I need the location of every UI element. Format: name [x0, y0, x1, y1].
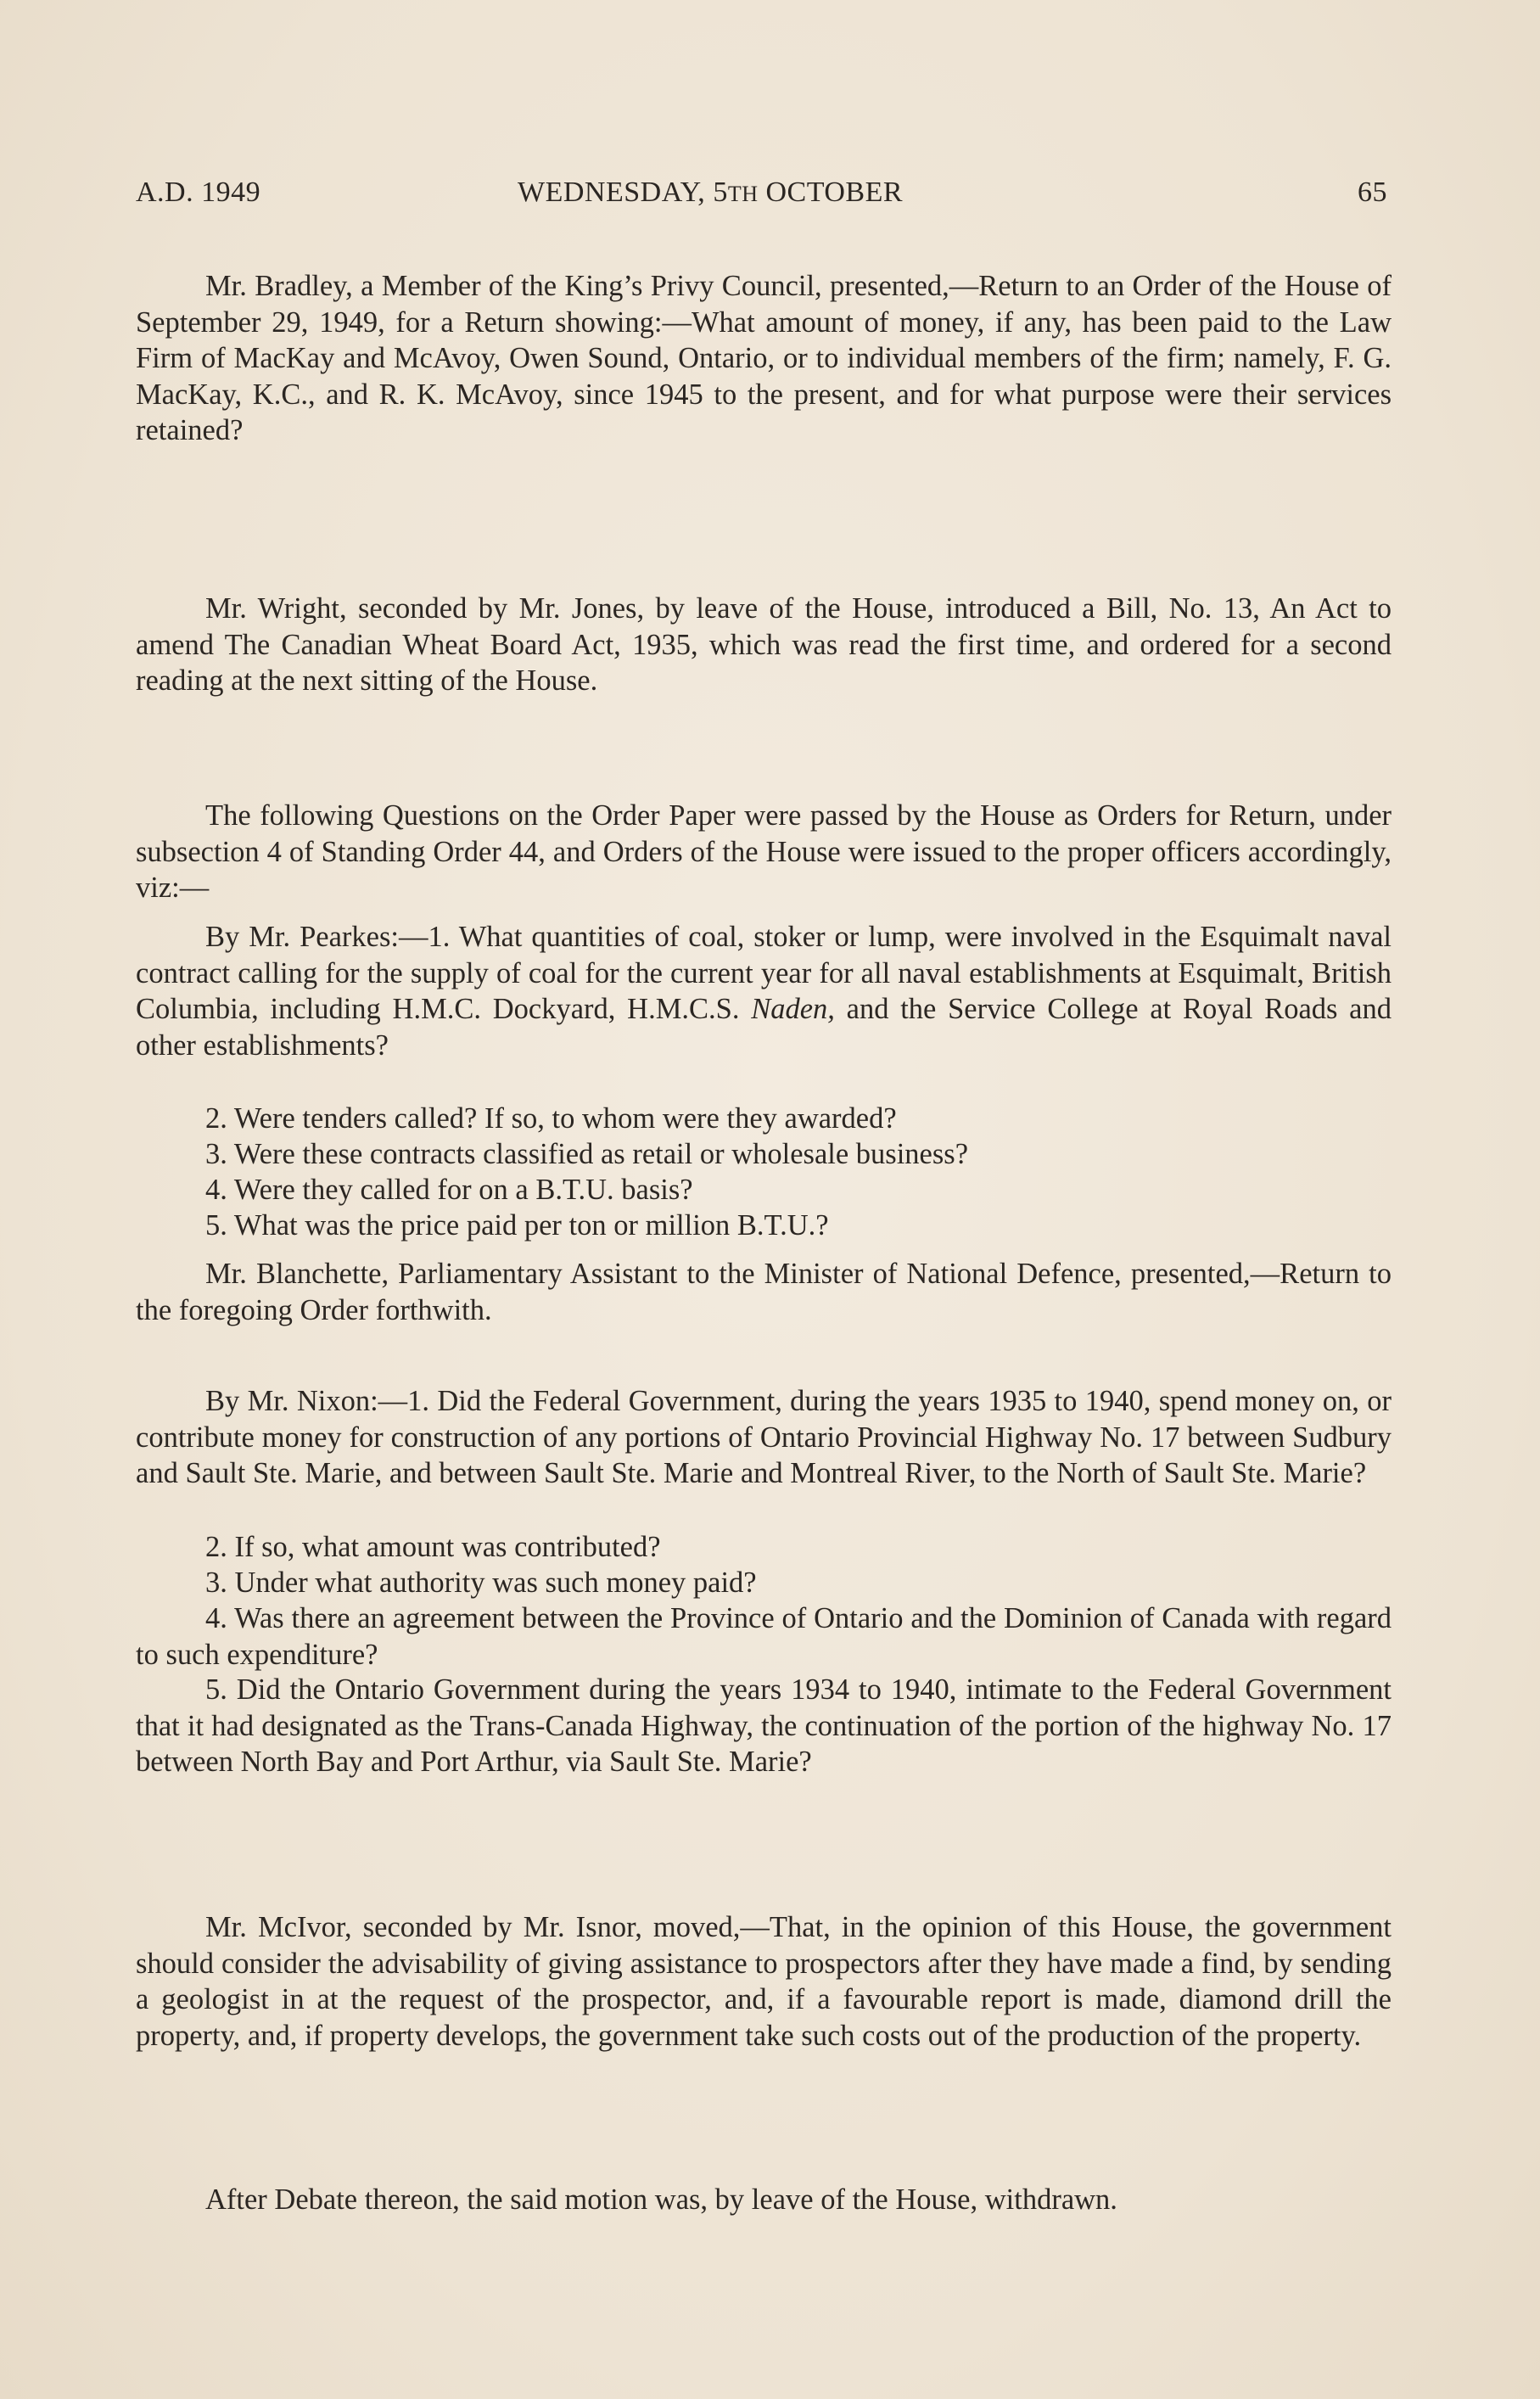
paragraph-wright: Mr. Wright, seconded by Mr. Jones, by leave of the House, introduced a Bill, No. 13, An Act to amend The Canadian Wheat Board Act, 1935, which was read the first time, and ordered for a second reading at the next sitting of the House. [136, 592, 1392, 697]
paragraph-pearkes-q1: By Mr. Pearkes:—1. What quantities of coal, stoker or lump, were involved in the Esquimalt naval contract calling for the supply of coal for the current year for all naval establishments at Esquimalt, British Columbia, including H.M.C. Dockyard, H.M.C.S. Naden, and the Service College at Royal Roads and other establishments? [136, 921, 1392, 1062]
nixon-q3: 3. Under what authority was such money paid? [205, 1567, 757, 1599]
paragraph-blanchette: Mr. Blanchette, Parliamentary Assistant to the Minister of National Defence, presented,—Return to the foregoing Order forthwith. [136, 1258, 1392, 1326]
nixon-q2: 2. If so, what amount was contributed? [205, 1531, 661, 1563]
year-label: A.D. 1949 [136, 177, 261, 208]
paragraph-nixon-q1: By Mr. Nixon:—1. Did the Federal Government, during the years 1935 to 1940, spend money on, or contribute money for construction of any portions of Ontario Provincial Highway No. 17 between Sudbury and Sault Ste. Marie, and between Sault Ste. Marie and Montreal River, to the North of Sault Ste. Marie? [136, 1385, 1392, 1489]
paragraph-questions-intro: The following Questions on the Order Paper were passed by the House as Orders for Return, under subsection 4 of Standing Order 44, and Orders of the House were issued to the proper officers accordingly, viz:— [136, 799, 1392, 904]
page-number: 65 [1358, 177, 1387, 208]
paragraph-nixon-q4: 4. Was there an agreement between the Province of Ontario and the Dominion of Canada with regard to such expenditure? [136, 1602, 1392, 1671]
date-label: WEDNESDAY, 5TH OCTOBER [518, 177, 904, 208]
paragraph-bradley: Mr. Bradley, a Member of the King’s Privy Council, presented,—Return to an Order of the House of September 29, 1949, for a Return showing:—What amount of money, if any, has been paid to the Law Firm of MacKay and McAvoy, Owen Sound, Ontario, or to individual members of the firm; namely, F. G. MacKay, K.C., and R. K. McAvoy, since 1945 to the present, and for what purpose were their services retained? [136, 270, 1392, 446]
pearkes-q3: 3. Were these contracts classified as retail or wholesale business? [205, 1138, 969, 1170]
paragraph-after-debate: After Debate thereon, the said motion was, by leave of the House, withdrawn. [205, 2183, 1117, 2216]
pearkes-q2: 2. Were tenders called? If so, to whom were they awarded? [205, 1102, 897, 1135]
page-header [136, 177, 1387, 217]
pearkes-q4: 4. Were they called for on a B.T.U. basis? [205, 1174, 693, 1206]
pearkes-q5: 5. What was the price paid per ton or million B.T.U.? [205, 1209, 829, 1242]
paragraph-nixon-q5: 5. Did the Ontario Government during the years 1934 to 1940, intimate to the Federal Government that it had designated as the Trans-Canada Highway, the continuation of the portion of the highway No. 17 between North Bay and Port Arthur, via Sault Ste. Marie? [136, 1673, 1392, 1778]
paragraph-mcivor: Mr. McIvor, seconded by Mr. Isnor, moved,—That, in the opinion of this House, the government should consider the advisability of giving assistance to prospectors after they have made a find, by sending a geologist in at the request of the prospector, and, if a favourable report is made, diamond drill the property, and, if property develops, the government take such costs out of the production of the property. [136, 1911, 1392, 2052]
